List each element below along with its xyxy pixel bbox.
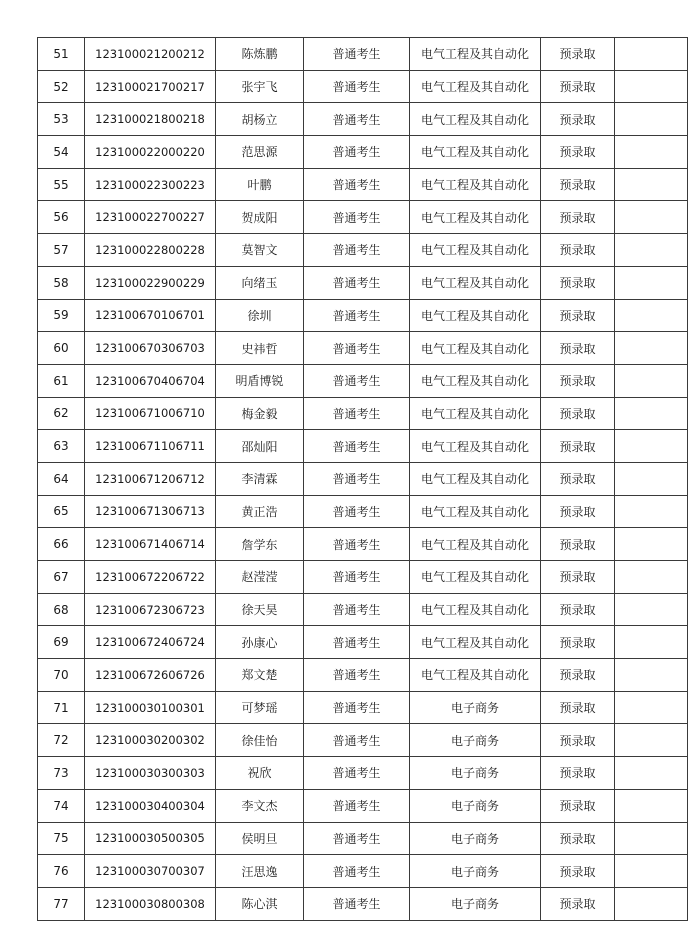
candidate-type-cell: 普通考生: [304, 593, 410, 626]
row-number-cell: 76: [38, 855, 85, 888]
candidate-name-cell: 汪思逸: [216, 855, 304, 888]
candidate-type-cell: 普通考生: [304, 266, 410, 299]
admission-status-cell: 预录取: [541, 691, 615, 724]
admission-status-cell: 预录取: [541, 332, 615, 365]
candidate-id-cell: 123100022000220: [85, 136, 216, 169]
row-number-cell: 65: [38, 495, 85, 528]
admission-status-cell: 预录取: [541, 430, 615, 463]
candidate-id-cell: 123100671206712: [85, 462, 216, 495]
table-row: [38, 495, 688, 528]
major-cell: 电气工程及其自动化: [410, 561, 541, 594]
candidate-type-cell: 普通考生: [304, 495, 410, 528]
candidate-id-cell: 123100672206722: [85, 561, 216, 594]
candidate-id-cell: 123100030100301: [85, 691, 216, 724]
row-number-cell: 59: [38, 299, 85, 332]
note-cell: [615, 626, 688, 659]
candidate-id-cell: 123100671406714: [85, 528, 216, 561]
candidate-id-cell: 123100030300303: [85, 757, 216, 790]
major-cell: 电子商务: [410, 887, 541, 920]
table-row: [38, 887, 688, 920]
candidate-type-cell: 普通考生: [304, 38, 410, 71]
admission-status-cell: 预录取: [541, 168, 615, 201]
row-number-cell: 74: [38, 789, 85, 822]
admission-status-cell: 预录取: [541, 561, 615, 594]
major-cell: 电子商务: [410, 724, 541, 757]
candidate-id-cell: 123100022900229: [85, 266, 216, 299]
admission-status-cell: 预录取: [541, 136, 615, 169]
note-cell: [615, 299, 688, 332]
candidate-id-cell: 123100671006710: [85, 397, 216, 430]
candidate-name-cell: 徐佳怡: [216, 724, 304, 757]
admission-status-cell: 预录取: [541, 38, 615, 71]
table-row: [38, 136, 688, 169]
candidate-id-cell: 123100671306713: [85, 495, 216, 528]
table-row: [38, 789, 688, 822]
admission-status-cell: 预录取: [541, 495, 615, 528]
candidate-type-cell: 普通考生: [304, 332, 410, 365]
note-cell: [615, 593, 688, 626]
candidate-type-cell: 普通考生: [304, 364, 410, 397]
major-cell: 电气工程及其自动化: [410, 462, 541, 495]
row-number-cell: 69: [38, 626, 85, 659]
major-cell: 电气工程及其自动化: [410, 659, 541, 692]
candidate-name-cell: 黄正浩: [216, 495, 304, 528]
candidate-name-cell: 可梦瑶: [216, 691, 304, 724]
row-number-cell: 51: [38, 38, 85, 71]
candidate-type-cell: 普通考生: [304, 724, 410, 757]
note-cell: [615, 724, 688, 757]
table-row: [38, 397, 688, 430]
admission-status-cell: 预录取: [541, 528, 615, 561]
major-cell: 电气工程及其自动化: [410, 593, 541, 626]
table-row: [38, 266, 688, 299]
candidate-id-cell: 123100022300223: [85, 168, 216, 201]
major-cell: 电气工程及其自动化: [410, 201, 541, 234]
candidate-name-cell: 徐天昊: [216, 593, 304, 626]
candidate-name-cell: 明盾博锐: [216, 364, 304, 397]
candidate-name-cell: 李清霖: [216, 462, 304, 495]
candidate-name-cell: 莫智文: [216, 234, 304, 267]
note-cell: [615, 757, 688, 790]
note-cell: [615, 528, 688, 561]
row-number-cell: 71: [38, 691, 85, 724]
note-cell: [615, 462, 688, 495]
row-number-cell: 64: [38, 462, 85, 495]
major-cell: 电子商务: [410, 855, 541, 888]
candidate-name-cell: 郑文楚: [216, 659, 304, 692]
candidate-type-cell: 普通考生: [304, 136, 410, 169]
note-cell: [615, 430, 688, 463]
candidate-name-cell: 祝欣: [216, 757, 304, 790]
row-number-cell: 54: [38, 136, 85, 169]
row-number-cell: 70: [38, 659, 85, 692]
table-row: [38, 757, 688, 790]
candidate-name-cell: 侯明旦: [216, 822, 304, 855]
row-number-cell: 73: [38, 757, 85, 790]
admission-status-cell: 预录取: [541, 70, 615, 103]
admission-status-cell: 预录取: [541, 103, 615, 136]
admission-status-cell: 预录取: [541, 266, 615, 299]
admission-status-cell: 预录取: [541, 659, 615, 692]
candidate-name-cell: 贺成阳: [216, 201, 304, 234]
candidate-type-cell: 普通考生: [304, 462, 410, 495]
note-cell: [615, 561, 688, 594]
major-cell: 电子商务: [410, 822, 541, 855]
admission-status-cell: 预录取: [541, 593, 615, 626]
candidate-name-cell: 范思源: [216, 136, 304, 169]
major-cell: 电子商务: [410, 789, 541, 822]
table-row: [38, 462, 688, 495]
candidate-type-cell: 普通考生: [304, 397, 410, 430]
candidate-name-cell: 邵灿阳: [216, 430, 304, 463]
candidate-id-cell: 123100021700217: [85, 70, 216, 103]
admission-status-cell: 预录取: [541, 789, 615, 822]
row-number-cell: 60: [38, 332, 85, 365]
note-cell: [615, 38, 688, 71]
row-number-cell: 72: [38, 724, 85, 757]
candidate-name-cell: 胡杨立: [216, 103, 304, 136]
candidate-id-cell: 123100021200212: [85, 38, 216, 71]
candidate-type-cell: 普通考生: [304, 430, 410, 463]
table-row: [38, 364, 688, 397]
row-number-cell: 55: [38, 168, 85, 201]
major-cell: 电气工程及其自动化: [410, 299, 541, 332]
candidate-id-cell: 123100021800218: [85, 103, 216, 136]
table-row: [38, 724, 688, 757]
admission-status-cell: 预录取: [541, 234, 615, 267]
table-row: [38, 103, 688, 136]
note-cell: [615, 822, 688, 855]
candidate-name-cell: 陈心淇: [216, 887, 304, 920]
row-number-cell: 68: [38, 593, 85, 626]
candidate-type-cell: 普通考生: [304, 855, 410, 888]
row-number-cell: 62: [38, 397, 85, 430]
major-cell: 电气工程及其自动化: [410, 38, 541, 71]
admission-status-cell: 预录取: [541, 822, 615, 855]
candidate-id-cell: 123100670106701: [85, 299, 216, 332]
note-cell: [615, 789, 688, 822]
admission-status-cell: 预录取: [541, 855, 615, 888]
note-cell: [615, 168, 688, 201]
note-cell: [615, 495, 688, 528]
note-cell: [615, 397, 688, 430]
note-cell: [615, 234, 688, 267]
row-number-cell: 58: [38, 266, 85, 299]
note-cell: [615, 887, 688, 920]
table-row: [38, 201, 688, 234]
table-row: [38, 38, 688, 71]
candidate-id-cell: 123100030200302: [85, 724, 216, 757]
major-cell: 电气工程及其自动化: [410, 136, 541, 169]
candidate-id-cell: 123100030800308: [85, 887, 216, 920]
table-row: [38, 332, 688, 365]
admission-status-cell: 预录取: [541, 364, 615, 397]
candidate-name-cell: 向绪玉: [216, 266, 304, 299]
note-cell: [615, 136, 688, 169]
row-number-cell: 61: [38, 364, 85, 397]
candidate-type-cell: 普通考生: [304, 528, 410, 561]
table-row: [38, 561, 688, 594]
candidate-id-cell: 123100670406704: [85, 364, 216, 397]
candidate-id-cell: 123100672306723: [85, 593, 216, 626]
candidate-type-cell: 普通考生: [304, 234, 410, 267]
note-cell: [615, 201, 688, 234]
table-row: [38, 70, 688, 103]
candidate-type-cell: 普通考生: [304, 201, 410, 234]
note-cell: [615, 855, 688, 888]
major-cell: 电气工程及其自动化: [410, 528, 541, 561]
candidate-id-cell: 123100030400304: [85, 789, 216, 822]
candidate-name-cell: 李文杰: [216, 789, 304, 822]
row-number-cell: 66: [38, 528, 85, 561]
major-cell: 电气工程及其自动化: [410, 495, 541, 528]
row-number-cell: 63: [38, 430, 85, 463]
table-row: [38, 822, 688, 855]
admission-status-cell: 预录取: [541, 462, 615, 495]
admission-status-cell: 预录取: [541, 757, 615, 790]
candidate-name-cell: 张宇飞: [216, 70, 304, 103]
table-row: [38, 168, 688, 201]
candidate-type-cell: 普通考生: [304, 659, 410, 692]
row-number-cell: 56: [38, 201, 85, 234]
major-cell: 电气工程及其自动化: [410, 332, 541, 365]
candidate-type-cell: 普通考生: [304, 299, 410, 332]
candidate-type-cell: 普通考生: [304, 103, 410, 136]
admission-table: [37, 37, 688, 921]
table-row: [38, 528, 688, 561]
candidate-name-cell: 叶鹏: [216, 168, 304, 201]
candidate-type-cell: 普通考生: [304, 691, 410, 724]
candidate-id-cell: 123100672606726: [85, 659, 216, 692]
note-cell: [615, 266, 688, 299]
major-cell: 电气工程及其自动化: [410, 234, 541, 267]
table-row: [38, 299, 688, 332]
candidate-type-cell: 普通考生: [304, 887, 410, 920]
major-cell: 电气工程及其自动化: [410, 430, 541, 463]
table-body: [38, 38, 688, 921]
row-number-cell: 67: [38, 561, 85, 594]
candidate-type-cell: 普通考生: [304, 757, 410, 790]
table-row: [38, 626, 688, 659]
admission-status-cell: 预录取: [541, 626, 615, 659]
note-cell: [615, 691, 688, 724]
note-cell: [615, 659, 688, 692]
row-number-cell: 52: [38, 70, 85, 103]
admission-status-cell: 预录取: [541, 724, 615, 757]
candidate-name-cell: 陈炼鹏: [216, 38, 304, 71]
major-cell: 电气工程及其自动化: [410, 397, 541, 430]
candidate-type-cell: 普通考生: [304, 789, 410, 822]
row-number-cell: 57: [38, 234, 85, 267]
candidate-name-cell: 史祎哲: [216, 332, 304, 365]
table-row: [38, 691, 688, 724]
candidate-type-cell: 普通考生: [304, 822, 410, 855]
table-row: [38, 659, 688, 692]
table-row: [38, 593, 688, 626]
note-cell: [615, 332, 688, 365]
note-cell: [615, 364, 688, 397]
table-row: [38, 234, 688, 267]
row-number-cell: 77: [38, 887, 85, 920]
row-number-cell: 75: [38, 822, 85, 855]
candidate-id-cell: 123100671106711: [85, 430, 216, 463]
note-cell: [615, 70, 688, 103]
candidate-name-cell: 孙康心: [216, 626, 304, 659]
candidate-type-cell: 普通考生: [304, 626, 410, 659]
row-number-cell: 53: [38, 103, 85, 136]
major-cell: 电气工程及其自动化: [410, 103, 541, 136]
table-row: [38, 855, 688, 888]
candidate-type-cell: 普通考生: [304, 70, 410, 103]
candidate-type-cell: 普通考生: [304, 168, 410, 201]
candidate-id-cell: 123100672406724: [85, 626, 216, 659]
admission-status-cell: 预录取: [541, 397, 615, 430]
major-cell: 电气工程及其自动化: [410, 168, 541, 201]
major-cell: 电气工程及其自动化: [410, 70, 541, 103]
major-cell: 电子商务: [410, 757, 541, 790]
candidate-name-cell: 梅金毅: [216, 397, 304, 430]
candidate-id-cell: 123100030700307: [85, 855, 216, 888]
candidate-name-cell: 徐圳: [216, 299, 304, 332]
candidate-name-cell: 詹学东: [216, 528, 304, 561]
major-cell: 电气工程及其自动化: [410, 364, 541, 397]
table-row: [38, 430, 688, 463]
major-cell: 电气工程及其自动化: [410, 266, 541, 299]
candidate-name-cell: 赵滢滢: [216, 561, 304, 594]
candidate-id-cell: 123100030500305: [85, 822, 216, 855]
admission-status-cell: 预录取: [541, 887, 615, 920]
admission-list-sheet: [37, 37, 650, 921]
major-cell: 电气工程及其自动化: [410, 626, 541, 659]
candidate-id-cell: 123100022700227: [85, 201, 216, 234]
admission-status-cell: 预录取: [541, 299, 615, 332]
candidate-id-cell: 123100022800228: [85, 234, 216, 267]
candidate-type-cell: 普通考生: [304, 561, 410, 594]
major-cell: 电子商务: [410, 691, 541, 724]
note-cell: [615, 103, 688, 136]
candidate-id-cell: 123100670306703: [85, 332, 216, 365]
admission-status-cell: 预录取: [541, 201, 615, 234]
